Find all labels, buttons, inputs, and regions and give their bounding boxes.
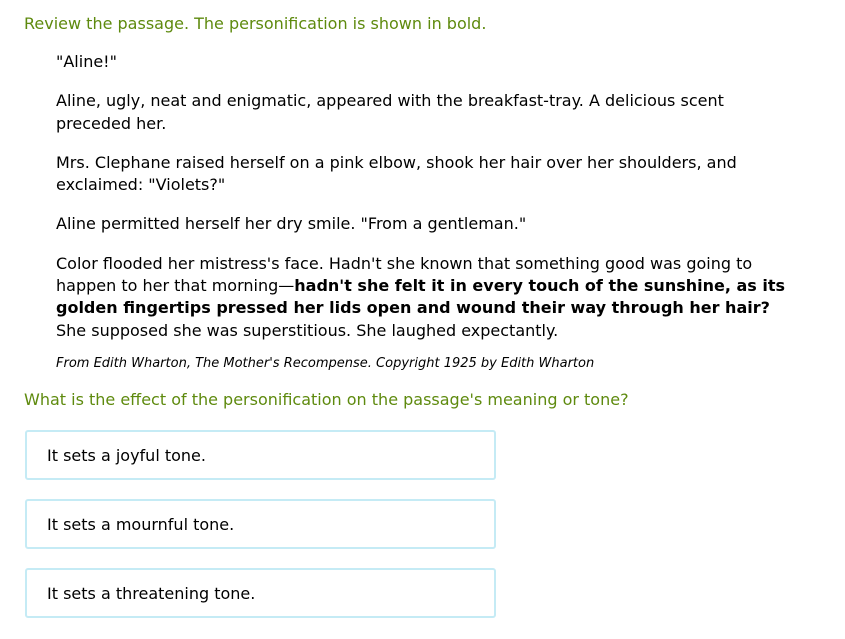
answer-choice-threatening[interactable] <box>25 568 496 618</box>
passage-paragraph-personification <box>56 253 796 343</box>
instruction-text: Review the passage. The personification is shown in bold. <box>24 14 487 33</box>
answer-choice-label: It sets a mournful tone. <box>47 515 235 534</box>
answer-choice-mournful[interactable] <box>25 499 496 549</box>
answer-choice-label: It sets a threatening tone. <box>47 584 256 603</box>
passage-paragraph: Aline, ugly, neat and enigmatic, appeared with the breakfast-tray. A delicious scent preceded her. <box>56 91 724 133</box>
passage-text: She supposed she was superstitious. She laughed expectantly. <box>56 320 559 340</box>
passage-paragraph: Aline permitted herself her dry smile. "From a gentleman." <box>56 214 527 234</box>
passage-paragraph: "Aline!" <box>56 52 117 71</box>
passage-paragraph: Mrs. Clephane raised herself on a pink elbow, shook her hair over her shoulders, and exclaimed: "Violets?" <box>56 152 737 195</box>
answer-choice-label: It sets a joyful tone. <box>47 446 206 465</box>
answer-choice-joyful[interactable] <box>25 430 496 480</box>
passage <box>56 51 796 359</box>
personification-bold-text: hadn't she felt it in every touch of the sunshine, as its golden fingertips pressed her lids open and wound their way through her hair? <box>56 276 786 318</box>
passage-text: Color flooded her mistress's face. Hadn't she known that something good was going to happen to her that morning— <box>56 253 753 296</box>
question-text: What is the effect of the personification on the passage's meaning or tone? <box>24 390 629 409</box>
citation: From Edith Wharton, The Mother's Recompense. Copyright 1925 by Edith Wharton <box>56 356 595 371</box>
